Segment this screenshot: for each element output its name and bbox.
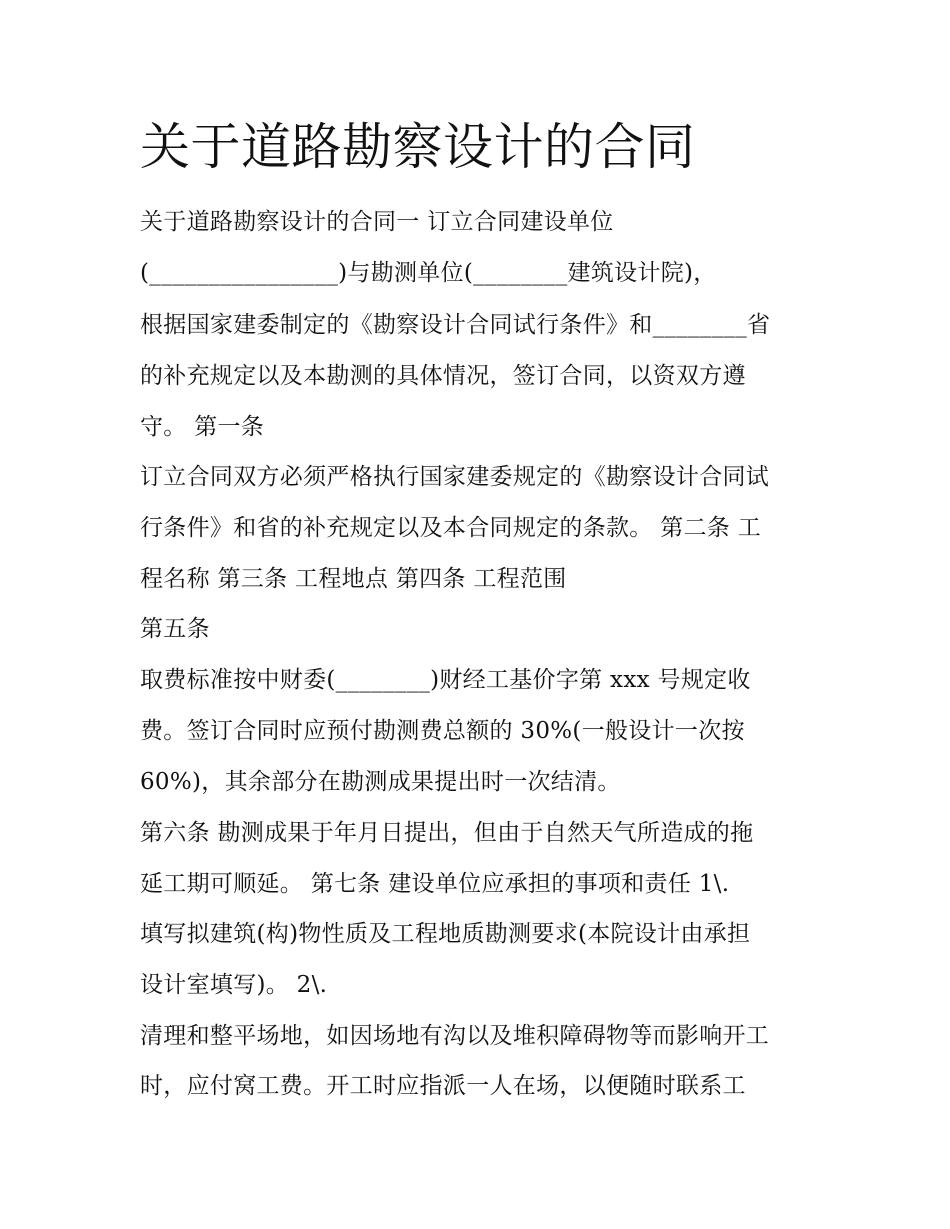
- body-line: 根据国家建委制定的《勘察设计合同试行条件》和________省: [140, 312, 771, 338]
- body-line: 延工期可顺延。 第七条 建设单位应承担的事项和责任 1\.: [140, 871, 730, 897]
- body-line: 行条件》和省的补充规定以及本合同规定的条款。 第二条 工: [140, 515, 762, 541]
- body-line: 第五条: [140, 616, 210, 642]
- body-line: 费。签订合同时应预付勘测费总额的 30%(一般设计一次按: [140, 718, 745, 744]
- body-line: (________________)与勘测单位(________建筑设计院)，: [140, 260, 717, 286]
- body-line: 订立合同双方必须严格执行国家建委规定的《勘察设计合同试: [140, 464, 770, 490]
- body-line: 程名称 第三条 工程地点 第四条 工程范围: [140, 566, 567, 592]
- body-line: 的补充规定以及本勘测的具体情况，签订合同，以资双方遵: [140, 363, 746, 389]
- body-line: 关于道路勘察设计的合同一 订立合同建设单位: [140, 209, 614, 235]
- body-line: 第六条 勘测成果于年月日提出，但由于自然天气所造成的拖: [140, 820, 754, 846]
- body-line: 填写拟建筑(构)物性质及工程地质勘测要求(本院设计由承担: [140, 921, 751, 947]
- body-line: 守。 第一条: [140, 414, 265, 440]
- body-line: 设计室填写)。 2\.: [140, 972, 328, 998]
- document-title: 关于道路勘察设计的合同: [140, 118, 696, 176]
- body-line: 60%)，其余部分在勘测成果提出时一次结清。: [140, 769, 621, 795]
- body-line: 取费标准按中财委(________)财经工基价字第 xxx 号规定收: [140, 667, 751, 693]
- body-line: 时，应付窝工费。开工时应指派一人在场，以便随时联系工: [140, 1073, 746, 1099]
- body-line: 清理和整平场地，如因场地有沟以及堆积障碍物等而影响开工: [140, 1023, 770, 1049]
